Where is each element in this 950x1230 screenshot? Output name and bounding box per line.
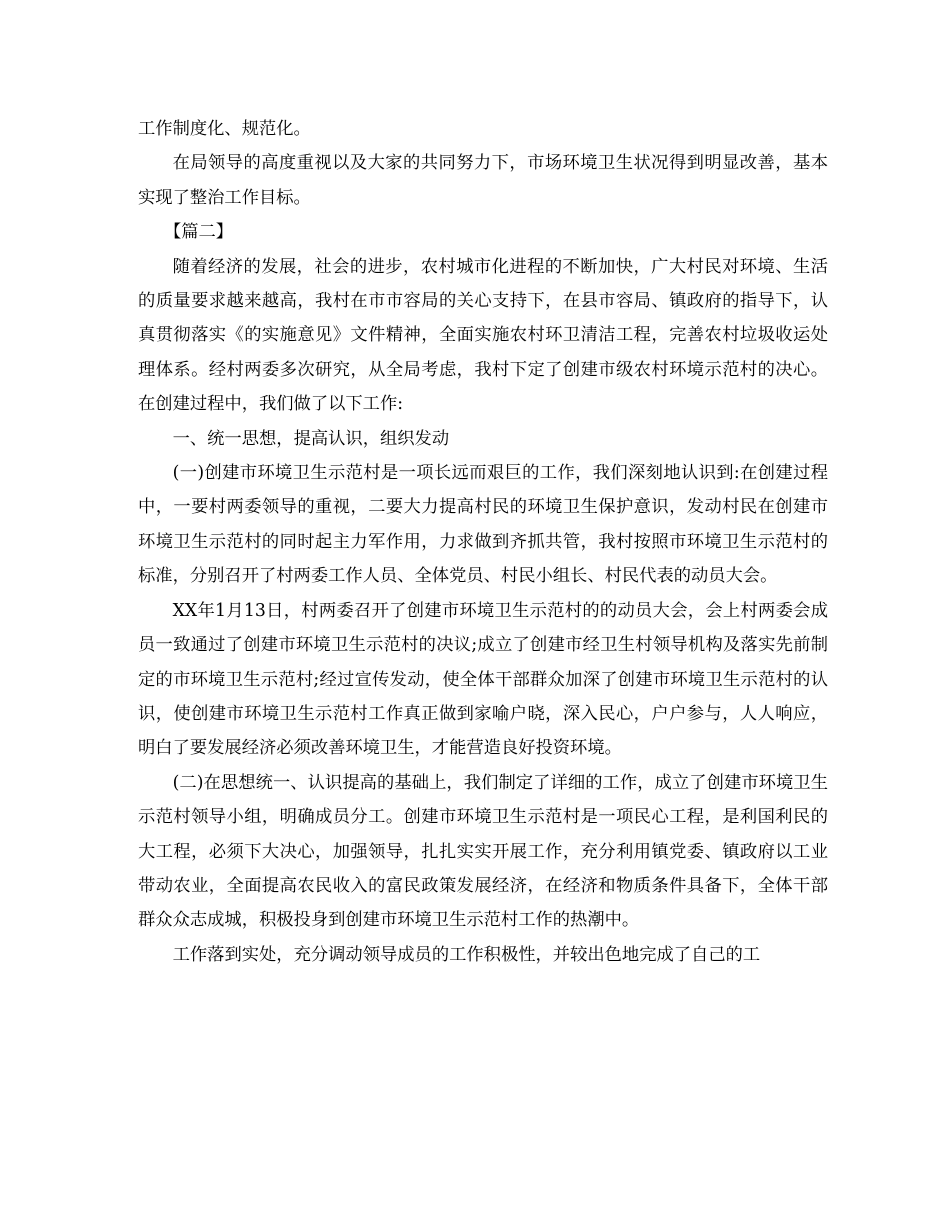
subheading-unify-thinking: 一、统一思想，提高认识，组织发动 bbox=[172, 428, 450, 449]
paragraph-summary: 在局领导的高度重视以及大家的共同努力下，市场环境卫生状况得到明显改善，基本实现了整治工作目标。 bbox=[138, 153, 828, 208]
paragraph-implementation: 工作落到实处，充分调动领导成员的工作积极性，并较出色地完成了自己的工 bbox=[172, 944, 761, 965]
paragraph-mobilization-meeting: XX年1月13日，村两委召开了创建市环境卫生示范村的的动员大会，会上村两委会成员一致通过了创建市环境卫生示范村的决议;成立了创建市经卫生村领导机构及落实先前制定的市环境卫生示范村;经过宣传发动，使全体干部群众加深了创建市环境卫生示范村的认识，使创建市环境卫生示范村工作真正做到家喻户晓，深入民心，户户参与，人人响应，明白了要发展经济必须改善环境卫生，才能营造良好投资环境。 bbox=[138, 600, 828, 759]
paragraph-item-one: (一)创建市环境卫生示范村是一项长远而艰巨的工作，我们深刻地认识到:在创建过程中，一要村两委领导的重视，二要大力提高村民的环境卫生保护意识，发动村民在创建市环境卫生示范村的同时起主力军作用，力求做到齐抓共管，我村按照市环境卫生示范村的标准，分别召开了村两委工作人员、全体党员、村民小组长、村民代表的动员大会。 bbox=[138, 463, 828, 587]
paragraph-intro: 随着经济的发展，社会的进步，农村城市化进程的不断加快，广大村民对环境、生活的质量要求越来越高，我村在市市容局的关心支持下，在县市容局、镇政府的指导下，认真贯彻落实《的实施意见》文件精神，全面实施农村环卫清洁工程，完善农村垃圾收运处理体系。经村两委多次研究，从全局考虑，我村下定了创建市级农村环境示范村的决心。在创建过程中，我们做了以下工作: bbox=[138, 256, 828, 415]
document-page bbox=[138, 112, 828, 972]
section-heading-part-two: 【篇二】 bbox=[163, 222, 234, 243]
paragraph-item-two: (二)在思想统一、认识提高的基础上，我们制定了详细的工作，成立了创建市环境卫生示范村领导小组，明确成员分工。创建市环境卫生示范村是一项民心工程，是利国利民的大工程，必须下大决心，加强领导，扎扎实实开展工作，充分利用镇党委、镇政府以工业带动农业，全面提高农民收入的富民政策发展经济，在经济和物质条件具备下，全体干部群众众志成城，积极投身到创建市环境卫生示范村工作的热潮中。 bbox=[138, 772, 828, 931]
paragraph-continuation: 工作制度化、规范化。 bbox=[138, 119, 311, 139]
